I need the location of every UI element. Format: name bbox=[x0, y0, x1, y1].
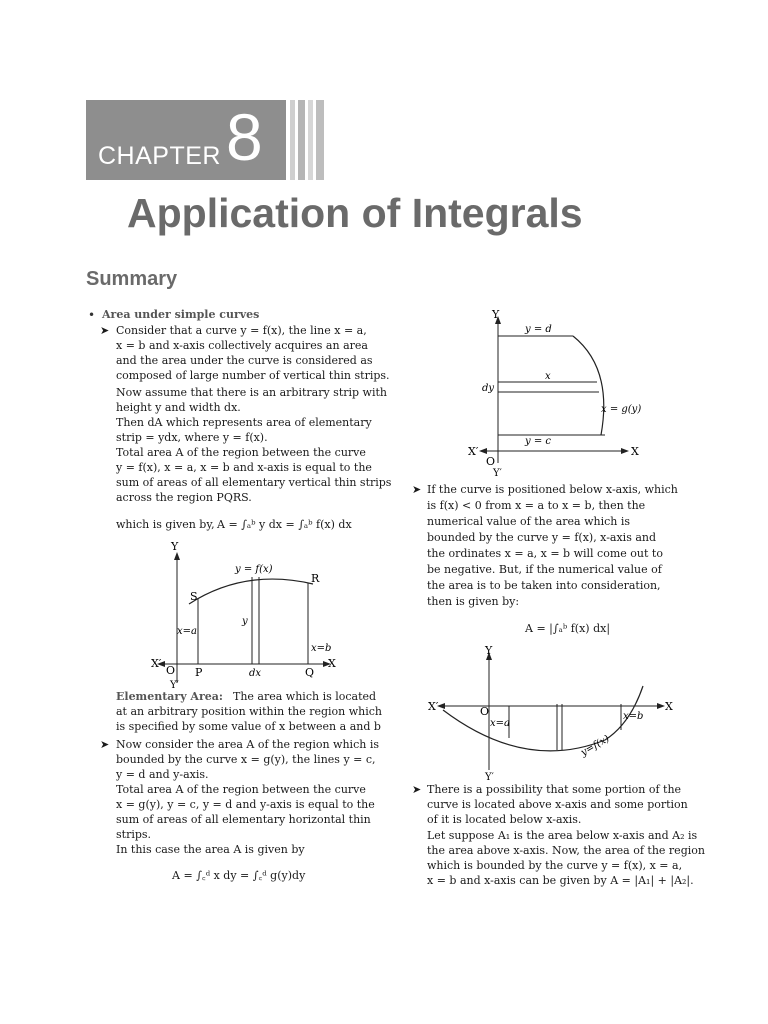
para-line: composed of large number of vertical thin strips. bbox=[116, 369, 390, 382]
label-y-prime: Y′ bbox=[485, 772, 494, 782]
label-strip-height: y bbox=[242, 616, 248, 627]
para-line: Let suppose A₁ is the area below x-axis and A₂ is bbox=[427, 829, 698, 842]
para-line: Total area A of the region between the curve bbox=[116, 783, 366, 796]
label-dx: dx bbox=[249, 668, 262, 679]
curve-gy bbox=[573, 336, 604, 435]
label-s: S bbox=[190, 590, 198, 603]
label-y: Y bbox=[485, 644, 493, 657]
para-line: x = b and x-axis collectively acquires an area bbox=[116, 339, 368, 352]
para-line: across the region PQRS. bbox=[116, 491, 252, 504]
label-y: Y bbox=[492, 308, 500, 321]
elementary-area-label: Elementary Area: bbox=[116, 690, 223, 703]
label-y: Y bbox=[171, 540, 179, 553]
label-x-a: x=a bbox=[177, 626, 197, 637]
label-curve: y = f(x) bbox=[235, 564, 273, 575]
label-x-a: x=a bbox=[490, 718, 510, 729]
topic-heading: Area under simple curves bbox=[102, 308, 260, 321]
para-line: Now consider the area A of the region which is bbox=[116, 738, 379, 751]
para-line: the area above x-axis. Now, the area of the region bbox=[427, 844, 705, 857]
para-line: Consider that a curve y = f(x), the line x = a, bbox=[116, 324, 367, 337]
para-line: bounded by the curve y = f(x), x-axis and bbox=[427, 531, 657, 544]
bullet-icon: • bbox=[88, 308, 96, 322]
banner-stripe bbox=[290, 100, 295, 180]
label-curve: x = g(y) bbox=[601, 404, 642, 415]
para-line: height y and width dx. bbox=[116, 401, 241, 414]
arrow-bullet-icon: ➤ bbox=[412, 483, 422, 496]
banner-stripe bbox=[308, 100, 313, 180]
para-line: is f(x) < 0 from x = a to x = b, then the bbox=[427, 499, 646, 512]
formula-absolute-area: A = |∫ₐᵇ f(x) dx| bbox=[525, 622, 611, 635]
x-axis-arrow-icon bbox=[657, 703, 665, 709]
label-strip-length: x bbox=[545, 371, 551, 382]
para-line: numerical value of the area which is bbox=[427, 515, 631, 528]
para-line: y = d and y-axis. bbox=[116, 768, 209, 781]
para-line: There is a possibility that some portion of the bbox=[427, 783, 682, 796]
para-line: The area which is located bbox=[233, 690, 377, 703]
curve-fx bbox=[189, 579, 313, 604]
label-y-d: y = d bbox=[525, 324, 552, 335]
label-x: X bbox=[328, 657, 336, 670]
label-origin: O bbox=[166, 664, 176, 677]
para-line: the area is to be taken into consideration, bbox=[427, 579, 661, 592]
para-line: x = b and x-axis can be given by A = |A₁| + |A₂|. bbox=[427, 874, 694, 887]
label-x: X bbox=[631, 445, 639, 458]
vertical-strip-diagram bbox=[145, 538, 345, 688]
label-p: P bbox=[195, 666, 203, 679]
below-axis-area-diagram bbox=[425, 642, 675, 782]
label-r: R bbox=[311, 572, 320, 585]
label-y-prime: Y′ bbox=[493, 468, 502, 479]
curve-fx bbox=[443, 686, 643, 751]
chapter-label: CHAPTER bbox=[98, 142, 221, 170]
label-x-b: x=b bbox=[623, 711, 644, 722]
label-origin: O bbox=[480, 705, 490, 718]
para-line: strips. bbox=[116, 828, 152, 841]
para-line: then is given by: bbox=[427, 595, 520, 608]
label-x-prime: X′ bbox=[151, 657, 162, 670]
label-x-prime: X′ bbox=[468, 445, 479, 458]
para-line: of it is located below x-axis. bbox=[427, 813, 582, 826]
label-x-b: x=b bbox=[311, 643, 332, 654]
label-y-prime: Y′ bbox=[170, 680, 179, 688]
para-line: Total area A of the region between the curve bbox=[116, 446, 366, 459]
para-line: y = f(x), x = a, x = b and x-axis is equal to the bbox=[116, 461, 372, 474]
para-line: curve is located above x-axis and some portion bbox=[427, 798, 688, 811]
banner-stripe bbox=[316, 100, 324, 180]
formula-area-vertical: A = ∫ₐᵇ y dx = ∫ₐᵇ f(x) dx bbox=[217, 518, 352, 531]
chapter-number: 8 bbox=[226, 100, 263, 174]
para-line: the ordinates x = a, x = b will come out to bbox=[427, 547, 663, 560]
para-line: strip = ydx, where y = f(x). bbox=[116, 431, 268, 444]
para-line: at an arbitrary position within the region which bbox=[116, 705, 383, 718]
label-x: X bbox=[665, 700, 673, 713]
para-line: sum of areas of all elementary horizontal thin bbox=[116, 813, 371, 826]
label-origin: O bbox=[486, 455, 496, 468]
label-dy: dy bbox=[482, 383, 495, 394]
para-line: and the area under the curve is considered as bbox=[116, 354, 373, 367]
arrow-bullet-icon: ➤ bbox=[412, 783, 422, 796]
para-line: Then dA which represents area of elementary bbox=[116, 416, 372, 429]
para-line: be negative. But, if the numerical value of bbox=[427, 563, 662, 576]
label-curve: y=f(x) bbox=[579, 733, 612, 759]
label-q: Q bbox=[305, 666, 315, 679]
x-axis-arrow-icon bbox=[621, 448, 629, 454]
para-line: In this case the area A is given by bbox=[116, 843, 305, 856]
para-line: which is bounded by the curve y = f(x), x = a, bbox=[427, 859, 683, 872]
arrow-bullet-icon: ➤ bbox=[100, 738, 110, 751]
label-x-prime: X′ bbox=[428, 700, 439, 713]
formula-area-horizontal: A = ∫꜀ᵈ x dy = ∫꜀ᵈ g(y)dy bbox=[172, 869, 306, 882]
y-axis-arrow-icon bbox=[174, 552, 180, 560]
para-line: Now assume that there is an arbitrary strip with bbox=[116, 386, 387, 399]
banner-stripe bbox=[298, 100, 305, 180]
para-line: is specified by some value of x between a and b bbox=[116, 720, 381, 733]
page-title: Application of Integrals bbox=[127, 190, 583, 236]
x-axis-left-arrow-icon bbox=[479, 448, 487, 454]
para-line: x = g(y), y = c, y = d and y-axis is equal to the bbox=[116, 798, 375, 811]
para-line: bounded by the curve x = g(y), the lines y = c, bbox=[116, 753, 376, 766]
section-heading: Summary bbox=[86, 268, 178, 290]
arrow-bullet-icon: ➤ bbox=[100, 324, 110, 337]
para-line: If the curve is positioned below x-axis, which bbox=[427, 483, 678, 496]
para-line: sum of areas of all elementary vertical thin strips bbox=[116, 476, 392, 489]
label-y-c: y = c bbox=[525, 436, 551, 447]
formula-prefix: which is given by, bbox=[116, 518, 215, 531]
horizontal-strip-diagram bbox=[465, 308, 655, 480]
